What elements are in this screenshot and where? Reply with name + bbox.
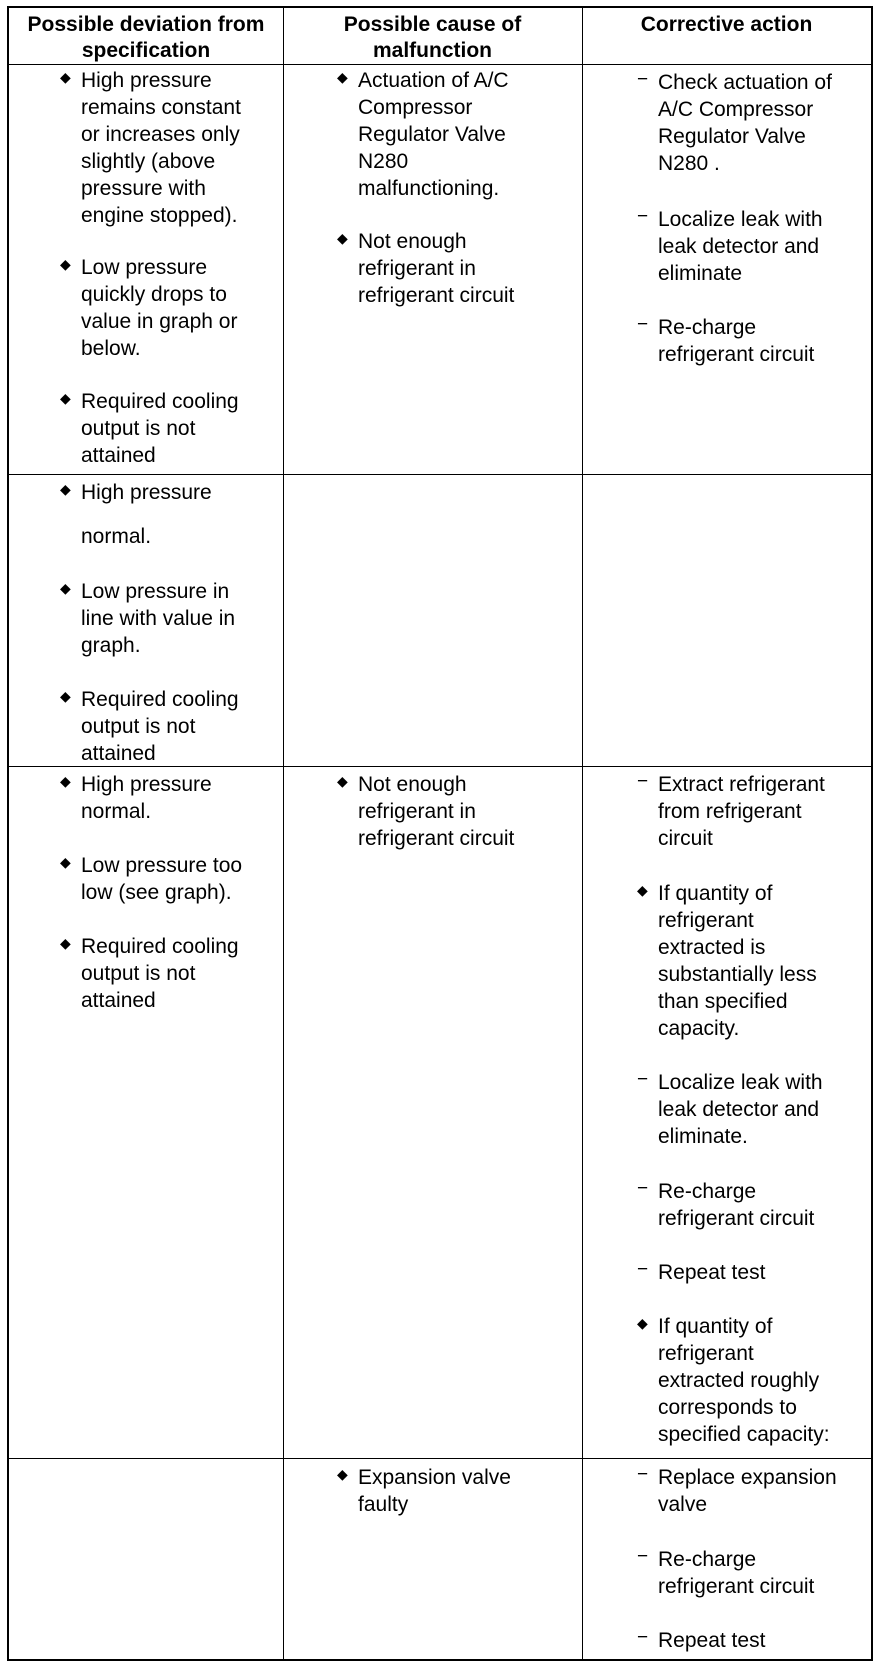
- bullet-icon: ◆: [337, 69, 348, 85]
- list-item: − Localize leak with leak detector and eliminate.: [637, 1069, 823, 1148]
- list-item: − Re-charge refrigerant circuit: [637, 1546, 815, 1598]
- list-item: normal.: [81, 525, 152, 548]
- bullet-icon: ◆: [337, 773, 348, 789]
- list-item: − Extract refrigerant from refrigerant circuit: [637, 771, 825, 850]
- list-item: − Re-charge refrigerant circuit: [637, 314, 815, 366]
- bullet-icon: ◆: [337, 1466, 348, 1482]
- list-item: − Re-charge refrigerant circuit: [637, 1178, 815, 1230]
- dash-icon: −: [637, 1546, 649, 1567]
- bullet-icon: ◆: [637, 1315, 648, 1331]
- dash-icon: −: [637, 69, 649, 90]
- list-item: − Check actuation of A/C Compressor Regulator Valve N280 .: [637, 69, 832, 175]
- bullet-icon: ◆: [60, 256, 71, 272]
- list-item: ◆ Low pressure quickly drops to value in graph or below.: [60, 256, 238, 360]
- list-item: − Replace expansion valve: [637, 1464, 837, 1516]
- list-item: ◆ Low pressure in line with value in graph.: [60, 580, 236, 657]
- dash-icon: −: [637, 1069, 649, 1090]
- column-divider: [283, 8, 284, 1659]
- bullet-icon: ◆: [60, 854, 71, 870]
- list-item: ◆ If quantity of refrigerant extracted roughly corresponds to specified capacity:: [637, 1315, 830, 1446]
- row-divider: [9, 64, 871, 65]
- bullet-icon: ◆: [637, 882, 648, 898]
- troubleshooting-table: [7, 6, 873, 1661]
- dash-icon: −: [637, 771, 649, 792]
- list-item: ◆ If quantity of refrigerant extracted is substantially less than specified capacity.: [637, 882, 817, 1040]
- list-item: ◆ Actuation of A/C Compressor Regulator Valve N280 malfunctioning.: [337, 69, 509, 200]
- list-item: ◆ Required cooling output is not attained: [60, 390, 239, 467]
- list-item: ◆ Low pressure too low (see graph).: [60, 854, 243, 904]
- bullet-icon: ◆: [60, 935, 71, 951]
- bullet-icon: ◆: [60, 773, 71, 789]
- list-item: ◆ Not enough refrigerant in refrigerant circuit: [337, 773, 515, 850]
- bullet-icon: ◆: [60, 69, 71, 85]
- bullet-icon: ◆: [60, 481, 71, 497]
- list-item: ◆ Expansion valve faulty: [337, 1466, 511, 1516]
- dash-icon: −: [637, 314, 649, 335]
- dash-icon: −: [637, 206, 649, 227]
- bullet-icon: ◆: [60, 580, 71, 596]
- dash-icon: −: [637, 1259, 649, 1280]
- bullet-icon: ◆: [60, 688, 71, 704]
- list-item: ◆ High pressure normal.: [60, 773, 212, 823]
- header-cause: Possible cause of malfunction: [343, 13, 522, 62]
- list-item: − Repeat test: [637, 1259, 766, 1284]
- column-divider: [582, 8, 583, 1659]
- list-item: − Repeat test: [637, 1627, 766, 1652]
- bullet-icon: ◆: [60, 390, 71, 406]
- dash-icon: −: [637, 1464, 649, 1485]
- header-deviation: Possible deviation from specification: [27, 13, 265, 62]
- list-item: ◆ Not enough refrigerant in refrigerant circuit: [337, 230, 515, 307]
- row-divider: [9, 1458, 871, 1459]
- bullet-icon: ◆: [337, 230, 348, 246]
- list-item: ◆ Required cooling output is not attained: [60, 688, 239, 765]
- dash-icon: −: [637, 1178, 649, 1199]
- row-divider: [9, 474, 871, 475]
- list-item: ◆ Required cooling output is not attained: [60, 935, 239, 1012]
- list-item: − Localize leak with leak detector and eliminate: [637, 206, 823, 285]
- list-item: ◆ High pressure: [60, 481, 212, 504]
- dash-icon: −: [637, 1627, 649, 1648]
- header-action: Corrective action: [640, 13, 813, 36]
- list-item: ◆ High pressure remains constant or increases only slightly (above pressure with engine stopped).: [60, 69, 241, 227]
